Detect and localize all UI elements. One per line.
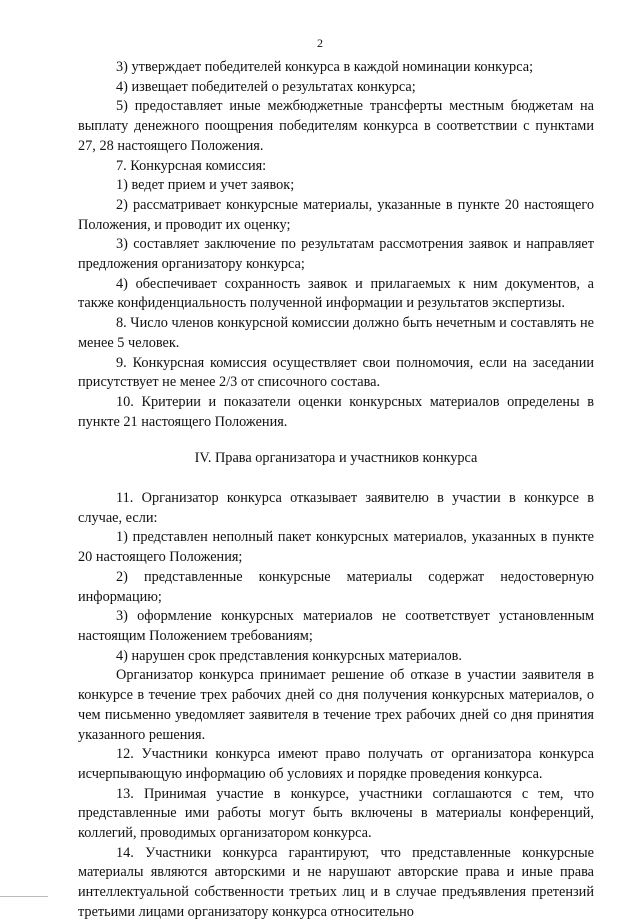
document-body xyxy=(78,58,594,923)
paragraph: 3) оформление конкурсных материалов не соответствует установленным настоящим Положением требованиям; xyxy=(78,608,594,644)
paragraph: 9. Конкурсная комиссия осуществляет свои полномочия, если на заседании присутствует не менее 2/3 от списочного состава. xyxy=(78,354,594,391)
paragraph: 3) составляет заключение по результатам рассмотрения заявок и направляет предложения организатору конкурса; xyxy=(78,236,594,273)
paragraph: 11. Организатор конкурса отказывает заявителю в участии в конкурсе в случае, если: xyxy=(78,490,594,526)
paragraph: Организатор конкурса принимает решение об отказе в участии заявителя в конкурсе в течение трех рабочих дней со дня получения конкурсных материалов, о чем письменно уведомляет заявителя в течение трех рабочих дней со дня принятия указанного решения. xyxy=(78,667,594,743)
paragraph: 7. Конкурсная комиссия: xyxy=(116,157,267,174)
paragraph: 10. Критерии и показатели оценки конкурсных материалов определены в пункте 21 настоящего Положения. xyxy=(78,393,594,430)
paragraph: 4) извещает победителей о результатах конкурса; xyxy=(116,78,416,95)
page-number: 2 xyxy=(317,36,323,50)
paragraph: 5) предоставляет иные межбюджетные трансферты местным бюджетам на выплату денежного поощрения победителям конкурса в соответствии с пунктами 27, 28 настоящего Положения. xyxy=(78,98,594,154)
paragraph: 2) рассматривает конкурсные материалы, указанные в пункте 20 настоящего Положения, и проводит их оценку; xyxy=(78,196,594,233)
paragraph: 12. Участники конкурса имеют право получать от организатора конкурса исчерпывающую информацию об условиях и порядке проведения конкурса. xyxy=(78,746,594,782)
paragraph: 14. Участники конкурса гарантируют, что представленные конкурсные материалы являются авторскими и не нарушают авторские права и иные права интеллектуальной собственности третьих лиц и в случае предъявления претензий третьими лицами организатору конкурса относительно xyxy=(78,844,594,920)
footer-divider xyxy=(0,896,48,897)
paragraph: 4) обеспечивает сохранность заявок и прилагаемых к ним документов, а также конфиденциальность полученной информации и результатов экспертизы. xyxy=(78,275,594,312)
paragraph: 3) утверждает победителей конкурса в каждой номинации конкурса; xyxy=(116,59,534,75)
paragraph: 8. Число членов конкурсной комиссии должно быть нечетным и составлять не менее 5 человек. xyxy=(78,315,594,351)
paragraph: 4) нарушен срок представления конкурсных материалов. xyxy=(116,647,462,664)
paragraph: 1) представлен неполный пакет конкурсных материалов, указанных в пункте 20 настоящего Положения; xyxy=(78,529,594,566)
section-heading: IV. Права организатора и участников конкурса xyxy=(194,450,478,467)
paragraph: 2) представленные конкурсные материалы содержат недостоверную информацию; xyxy=(78,568,594,605)
paragraph: 13. Принимая участие в конкурсе, участники соглашаются с тем, что представленные ими работы могут быть включены в материалы конференций, коллегий, проводимых организатором конкурса. xyxy=(78,785,594,842)
paragraph: 1) ведет прием и учет заявок; xyxy=(116,177,295,194)
